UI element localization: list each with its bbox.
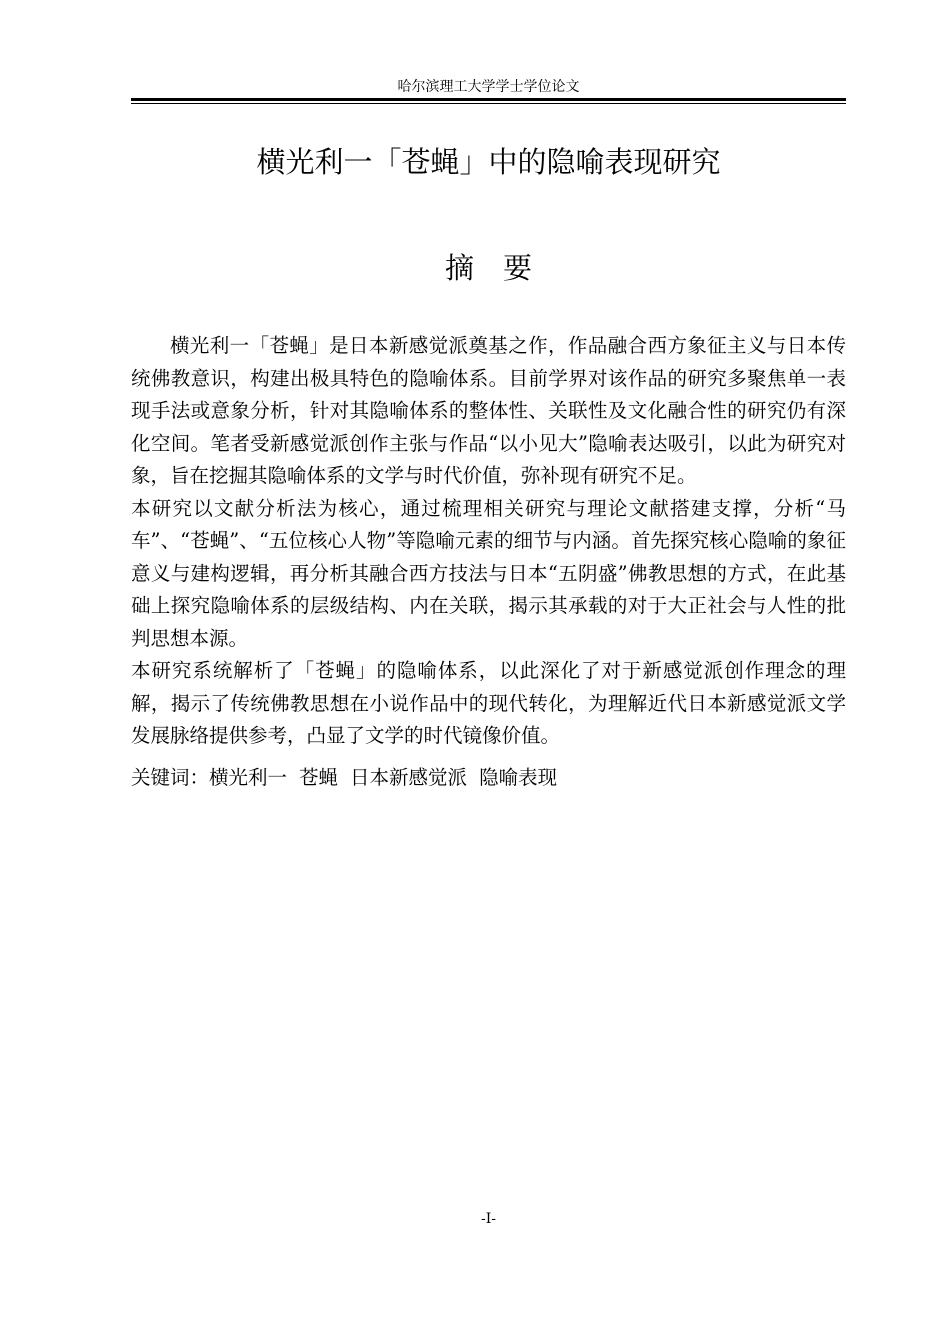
thesis-title: 横光利一「苍蝇」中的隐喻表现研究 (256, 145, 721, 179)
abstract-body (131, 330, 846, 753)
keyword-item: 苍蝇 (299, 766, 339, 789)
running-header: 哈尔滨理工大学学士学位论文 (397, 79, 580, 95)
keywords-label: 关键词： (131, 766, 210, 789)
keyword-item: 横光利一 (209, 766, 288, 789)
header-rule-thick (131, 98, 846, 101)
page-number: -I- (481, 1211, 496, 1227)
abstract-paragraph-3: 本研究系统解析了「苍蝇」的隐喻体系，以此深化了对于新感觉派创作理念的理解，揭示了传统佛教思想在小说作品中的现代转化，为理解近代日本新感觉派文学发展脉络提供参考，凸显了文学的时代镜像价值。 (131, 659, 846, 747)
keyword-item: 日本新感觉派 (350, 766, 468, 789)
abstract-heading: 摘 要 (444, 251, 532, 285)
keyword-item: 隐喻表现 (479, 766, 558, 789)
abstract-paragraph-1: 横光利一「苍蝇」是日本新感觉派奠基之作，作品融合西方象征主义与日本传统佛教意识，构建出极具特色的隐喻体系。目前学界对该作品的研究多聚焦单一表现手法或意象分析，针对其隐喻体系的整体性、关联性及文化融合性的研究仍有深化空间。笔者受新感觉派创作主张与作品“以小见大”隐喻表达吸引，以此为研究对象，旨在挖掘其隐喻体系的文学与时代价值，弥补现有研究不足。 (131, 334, 846, 487)
header-rule-thin (131, 103, 846, 104)
abstract-paragraph-2: 本研究以文献分析法为核心，通过梳理相关研究与理论文献搭建支撑，分析“马车”、“苍蝇”、“五位核心人物”等隐喻元素的细节与内涵。首先探究核心隐喻的象征意义与建构逻辑，再分析其融合西方技法与日本“五阴盛”佛教思想的方式，在此基础上探究隐喻体系的层级结构、内在关联，揭示其承载的对于大正社会与人性的批判思想本源。 (131, 496, 846, 650)
keywords-line (131, 762, 846, 794)
